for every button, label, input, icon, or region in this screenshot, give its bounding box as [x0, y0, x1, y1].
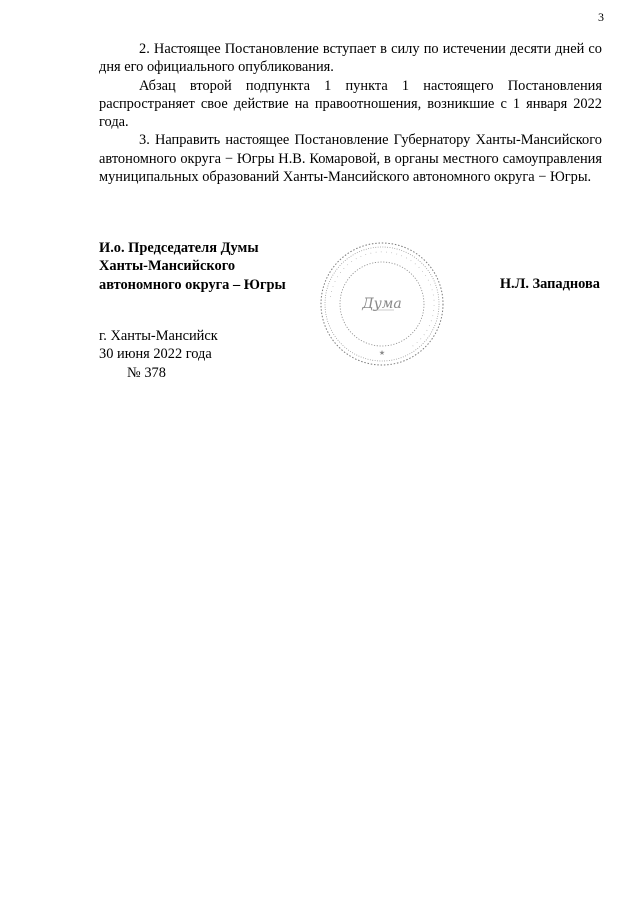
seal-bottom-mark: ★	[378, 349, 386, 357]
document-date: 30 июня 2022 года	[99, 346, 212, 363]
signatory-title	[99, 239, 286, 294]
document-number: № 378	[127, 364, 166, 381]
place-city: г. Ханты-Мансийск	[99, 328, 218, 344]
page-number: 3	[598, 10, 604, 24]
document-body	[99, 40, 602, 186]
signatory-name: Н.Л. Западнова	[499, 276, 600, 292]
seal-center-text: Дума	[362, 296, 402, 312]
svg-text:· · · · · · · · · · · · · · ·: · · · · · · · · · · · · · · · · · · · · · · · · · · · · · · · · · · · · · · · ·	[327, 248, 438, 350]
paragraph-send-to-governor: 3. Направить настоящее Постановление Губернатору Ханты-Мансийского автономного округа − Югры Н.В. Комаровой, в органы местного самоуправления муниципальных образований Ханты-Мансийского автономного округа − Югры.	[99, 132, 602, 186]
signatory-title-line-3: автономного округа – Югры	[99, 276, 286, 293]
official-seal-stamp	[318, 240, 446, 368]
document-place-date-number	[99, 327, 218, 382]
signatory-title-line-1: И.о. Председателя Думы	[99, 240, 259, 256]
paragraph-retroactive-effect: Абзац второй подпункта 1 пункта 1 настоящего Постановления распространяет свое действие на правоотношения, возникшие с 1 января 2022 года.	[99, 77, 602, 131]
signatory-title-line-2: Ханты-Мансийского	[99, 258, 236, 275]
paragraph-effective-date: 2. Настоящее Постановление вступает в силу по истечении десяти дней со дня его официального опубликования.	[99, 41, 602, 76]
